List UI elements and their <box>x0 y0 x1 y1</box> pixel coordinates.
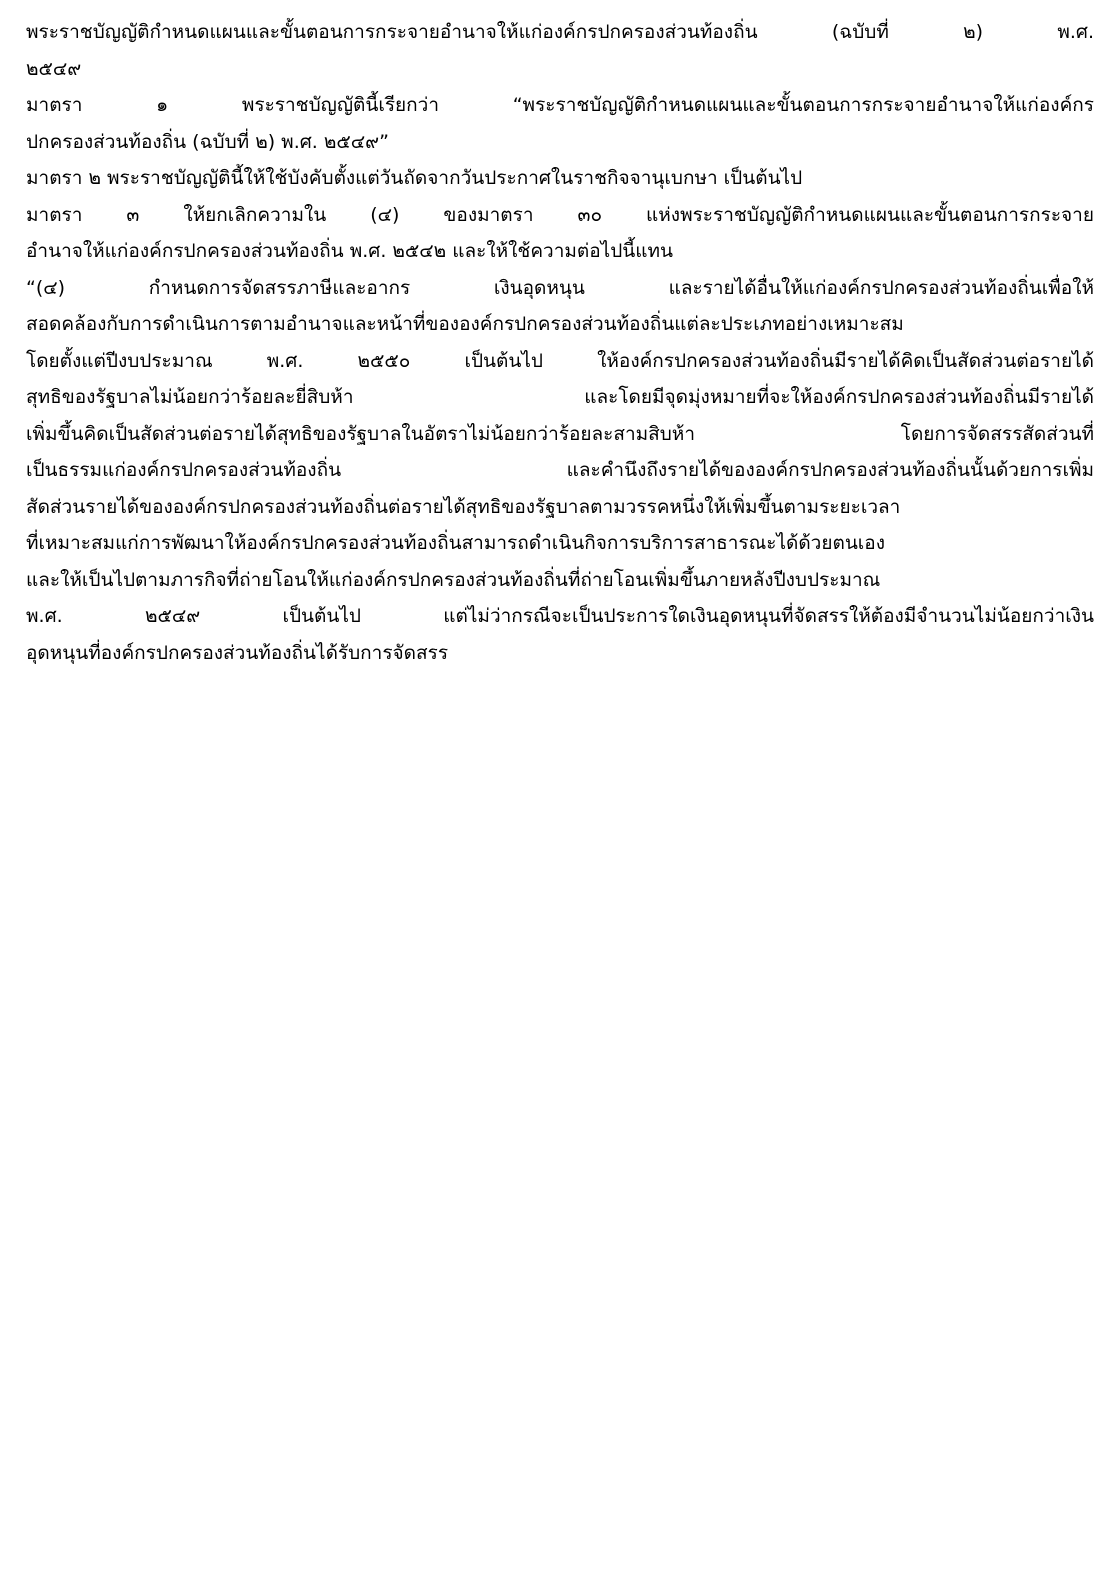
text-line: พ.ศ. ๒๕๔๙ เป็นต้นไป แต่ไม่ว่ากรณีจะเป็นประการใดเงินอุดหนุนที่จัดสรรให้ต้องมีจำนวนไม่น้อยกว่าเงิน <box>26 605 1094 627</box>
text-line: ๒๕๔๙ <box>26 57 82 80</box>
text-line: เพิ่มขึ้นคิดเป็นสัดส่วนต่อรายได้สุทธิของรัฐบาลในอัตราไม่น้อยกว่าร้อยละสามสิบห้า โดยการจัดสรรสัดส่วนที่ <box>26 422 1094 445</box>
text-line: สอดคล้องกับการดำเนินการตามอำนาจและหน้าที่ขององค์กรปกครองส่วนท้องถิ่นแต่ละประเภทอย่างเหมาะสม <box>26 313 904 335</box>
document-body <box>26 14 1094 671</box>
text-line: และให้เป็นไปตามภารกิจที่ถ่ายโอนให้แก่องค์กรปกครองส่วนท้องถิ่นที่ถ่ายโอนเพิ่มขึ้นภายหลังปีงบประมาณ <box>26 568 881 591</box>
document-page <box>26 14 1094 1554</box>
text-line: มาตรา ๑ พระราชบัญญัตินี้เรียกว่า “พระราชบัญญัติกำหนดแผนและขั้นตอนการกระจายอำนาจให้แก่องค์กร <box>26 94 1094 116</box>
text-line: อุดหนุนที่องค์กรปกครองส่วนท้องถิ่นได้รับการจัดสรร <box>26 641 449 664</box>
text-line: มาตรา ๓ ให้ยกเลิกความใน (๔) ของมาตรา ๓๐ แห่งพระราชบัญญัติกำหนดแผนและขั้นตอนการกระจาย <box>26 203 1094 226</box>
text-line: อำนาจให้แก่องค์กรปกครองส่วนท้องถิ่น พ.ศ. ๒๕๔๒ และให้ใช้ความต่อไปนี้แทน <box>26 240 674 262</box>
text-line: เป็นธรรมแก่องค์กรปกครองส่วนท้องถิ่น และคำนึงถึงรายได้ขององค์กรปกครองส่วนท้องถิ่นนั้นด้วยการเพิ่ม <box>26 459 1094 481</box>
text-line: ที่เหมาะสมแก่การพัฒนาให้องค์กรปกครองส่วนท้องถิ่นสามารถดำเนินกิจการบริการสาธารณะได้ด้วยตนเอง <box>26 532 885 554</box>
text-line: มาตรา ๒ พระราชบัญญัตินี้ให้ใช้บังคับตั้งแต่วันถัดจากวันประกาศในราชกิจจานุเบกษา เป็นต้นไป <box>26 167 803 189</box>
text-line: ปกครองส่วนท้องถิ่น (ฉบับที่ ๒) พ.ศ. ๒๕๔๙” <box>26 130 389 153</box>
text-line: โดยตั้งแต่ปีงบประมาณ พ.ศ. ๒๕๕๐ เป็นต้นไป ให้องค์กรปกครองส่วนท้องถิ่นมีรายได้คิดเป็นสัดส่วนต่อรายได้ <box>26 349 1094 372</box>
text-line: สัดส่วนรายได้ขององค์กรปกครองส่วนท้องถิ่นต่อรายได้สุทธิของรัฐบาลตามวรรคหนึ่งให้เพิ่มขึ้นตามระยะเวลา <box>26 495 901 518</box>
text-line: พระราชบัญญัติกำหนดแผนและขั้นตอนการกระจายอำนาจให้แก่องค์กรปกครองส่วนท้องถิ่น (ฉบับที่ ๒) พ.ศ. <box>26 21 1094 43</box>
text-line: “(๔) กำหนดการจัดสรรภาษีและอากร เงินอุดหนุน และรายได้อื่นให้แก่องค์กรปกครองส่วนท้องถิ่นเพื่อให้ <box>26 276 1094 299</box>
text-line: สุทธิของรัฐบาลไม่น้อยกว่าร้อยละยี่สิบห้า และโดยมีจุดมุ่งหมายที่จะให้องค์กรปกครองส่วนท้องถิ่นมีรายได้ <box>26 386 1094 408</box>
